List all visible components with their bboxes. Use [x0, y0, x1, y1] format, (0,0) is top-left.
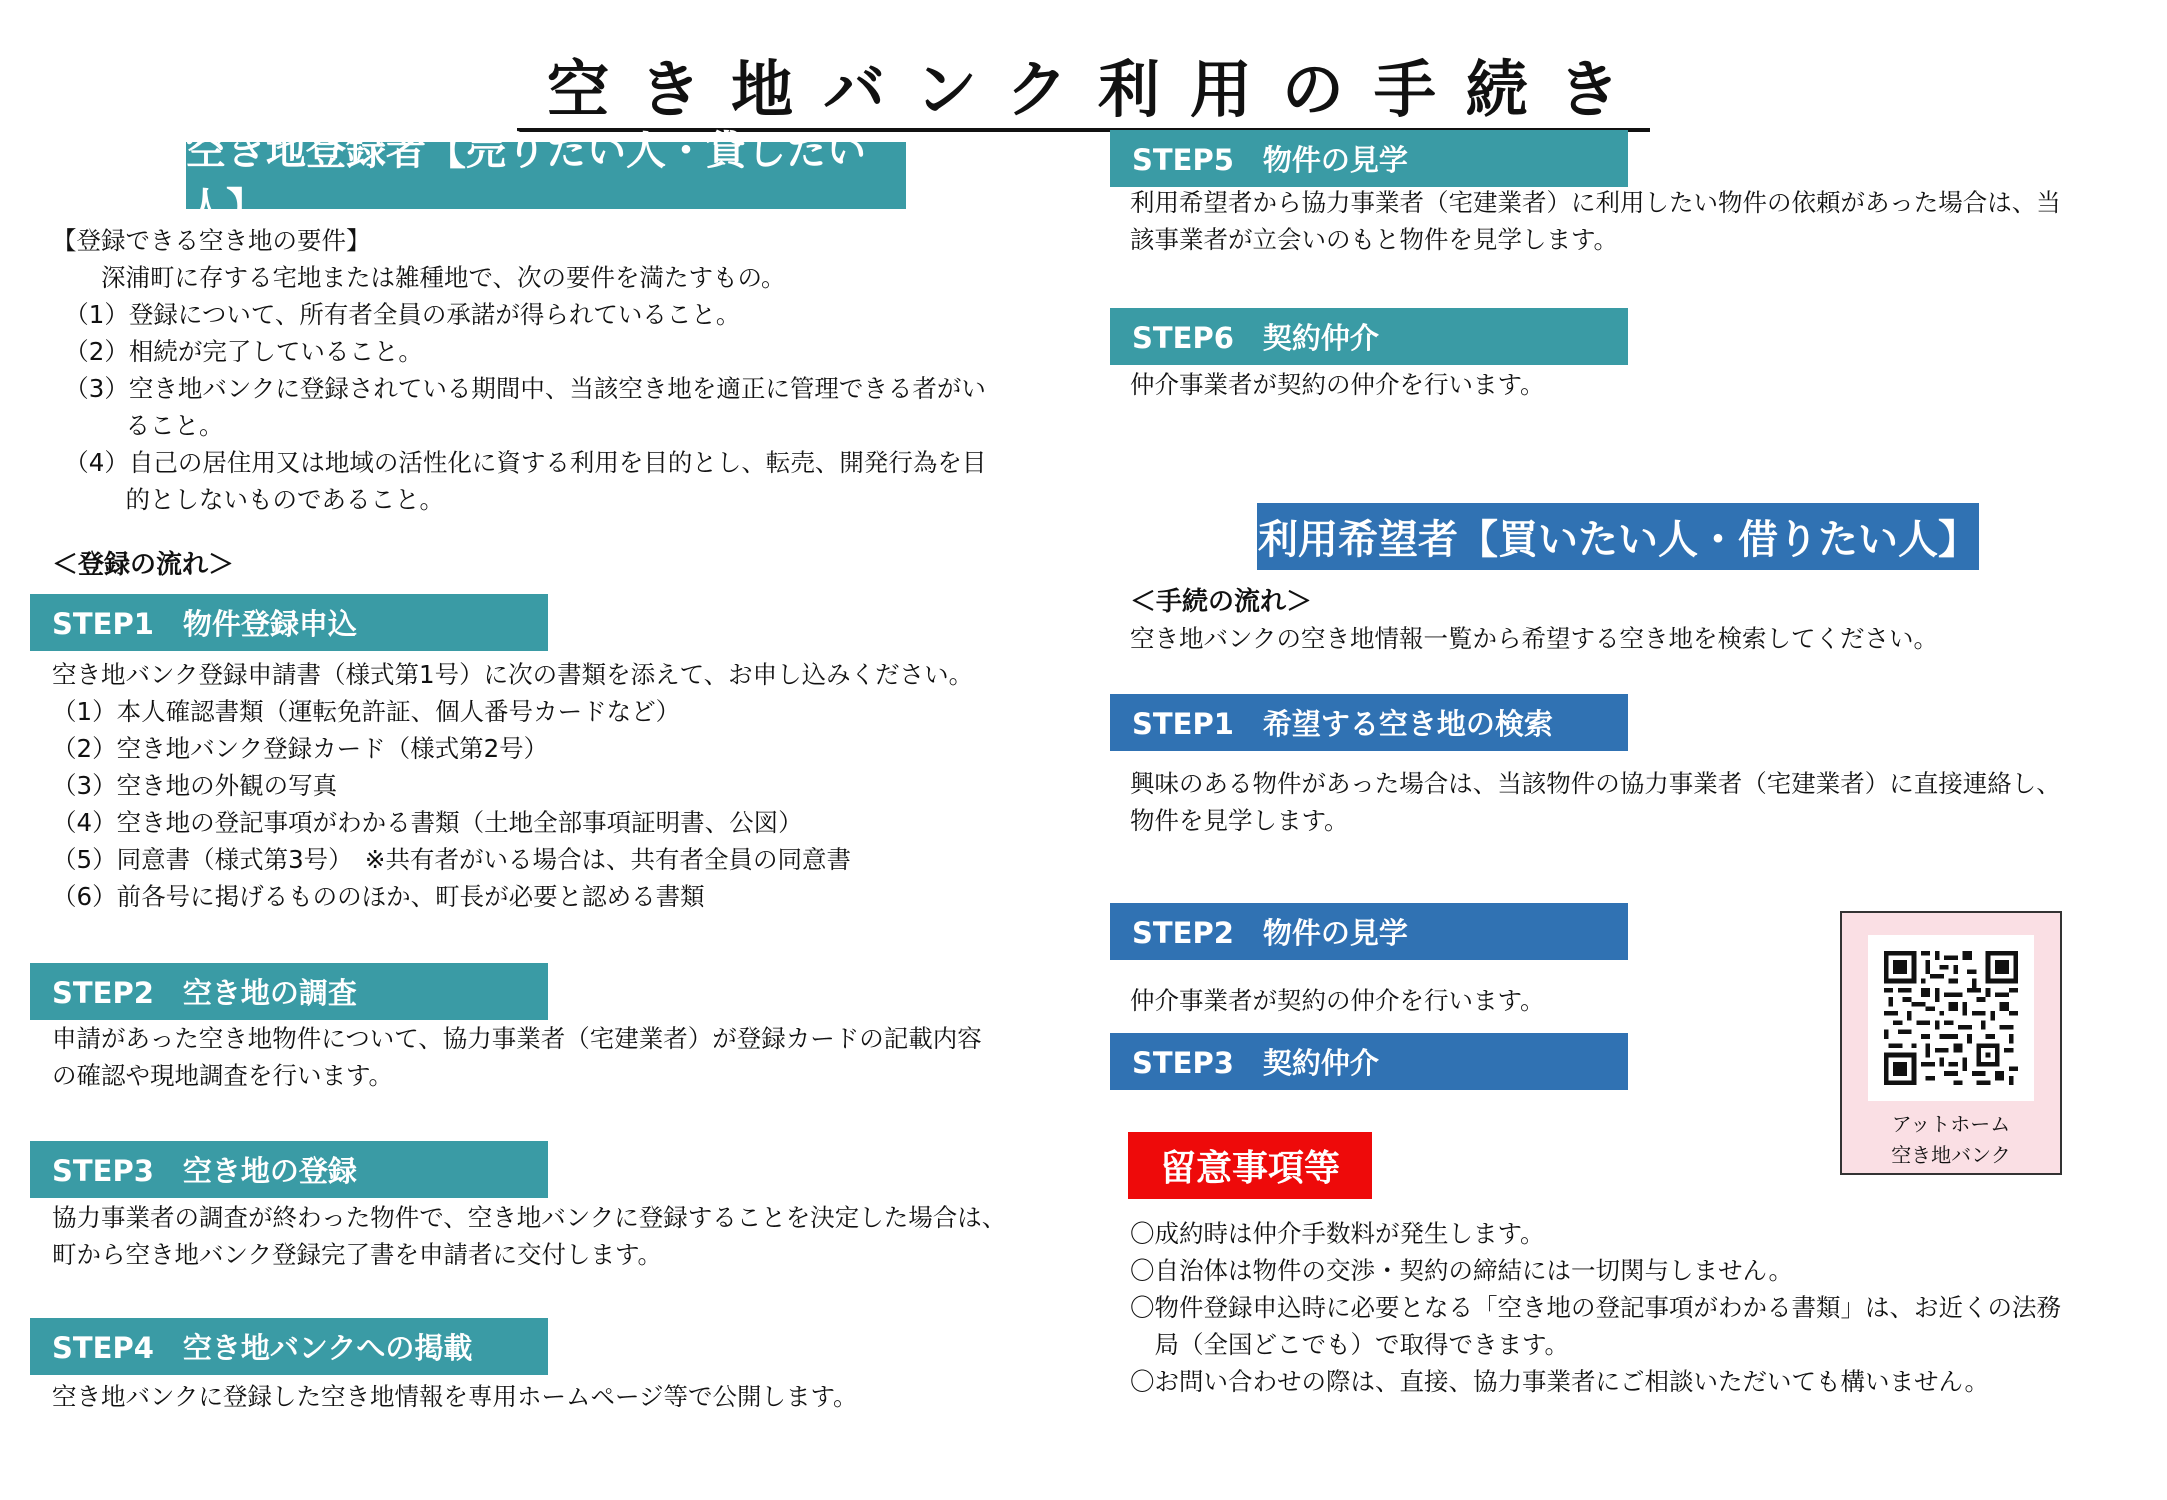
left-step1-bar: STEP1 物件登録申込: [30, 594, 548, 651]
right-step1-text: [1130, 765, 2061, 839]
procedure-flow-label: ＜手続の流れ＞: [1130, 587, 1313, 617]
requirements-block: [52, 222, 986, 518]
registration-flow-label: ＜登録の流れ＞: [52, 550, 235, 580]
step-line: （6）前各号に掲げるもののほか、町長が必要と認める書類: [52, 882, 705, 911]
step-line: 利用希望者から協力事業者（宅建業者）に利用したい物件の依頼があった場合は、当: [1130, 188, 2061, 217]
right-step1-bar: STEP1 希望する空き地の検索: [1110, 694, 1628, 751]
left-step2-bar: STEP2 空き地の調査: [30, 963, 548, 1020]
left-step1-text: [52, 656, 973, 915]
requirements-line: （1）登録について、所有者全員の承諾が得られていること。: [52, 300, 741, 329]
step-line: 申請があった空き地物件について、協力事業者（宅建業者）が登録カードの記載内容: [52, 1024, 982, 1053]
step-line: （2）空き地バンク登録カード（様式第2号）: [52, 734, 549, 763]
requirements-line: 深浦町に存する宅地または雑種地で、次の要件を満たすもの。: [52, 263, 786, 292]
step-line: 町から空き地バンク登録完了書を申請者に交付します。: [52, 1240, 663, 1269]
note-item: 〇自治体は物件の交渉・契約の締結には一切関与しません。: [1130, 1256, 1793, 1285]
step-line: 空き地バンク登録申請書（様式第1号）に次の書類を添えて、お申し込みください。: [52, 660, 974, 689]
right-step6-text: [1130, 366, 1545, 403]
step-line: （1）本人確認書類（運転免許証、個人番号カードなど）: [52, 697, 681, 726]
note-item: 〇成約時は仲介手数料が発生します。: [1130, 1219, 1545, 1248]
qr-code-icon: [1884, 951, 2018, 1085]
left-step3-bar: STEP3 空き地の登録: [30, 1141, 548, 1198]
note-item: 局（全国どこでも）で取得できます。: [1130, 1330, 1570, 1359]
page-title: 空き地バンク利用の手続き: [0, 40, 2167, 129]
step-line: 仲介事業者が契約の仲介を行います。: [1130, 986, 1545, 1015]
step-line: （4）空き地の登記事項がわかる書類（土地全部事項証明書、公図）: [52, 808, 803, 837]
right-step5-text: [1130, 184, 2061, 258]
notes-list: [1130, 1215, 2061, 1400]
right-step5-bar: STEP5 物件の見学: [1110, 130, 1628, 187]
right-step2-text: [1130, 982, 1545, 1019]
right-step3-bar: STEP3 契約仲介: [1110, 1033, 1628, 1090]
qr-caption: [1842, 1109, 2060, 1171]
step-line: 仲介事業者が契約の仲介を行います。: [1130, 370, 1545, 399]
left-step4-text: [52, 1378, 858, 1415]
seller-section-header: 空き地登録者【売りたい人・貸したい人】: [186, 142, 906, 209]
qr-code-image[interactable]: [1868, 935, 2034, 1101]
left-step2-text: [52, 1020, 982, 1094]
step-line: 該事業者が立会いのもと物件を見学します。: [1130, 225, 1619, 254]
requirements-line: （4）自己の居住用又は地域の活性化に資する利用を目的とし、転売、開発行為を目: [52, 448, 987, 477]
step-line: （3）空き地の外観の写真: [52, 771, 338, 800]
requirements-line: （2）相続が完了していること。: [52, 337, 423, 366]
requirements-line: （3）空き地バンクに登録されている期間中、当該空き地を適正に管理できる者がい: [52, 374, 986, 403]
step-line: 興味のある物件があった場合は、当該物件の協力事業者（宅建業者）に直接連絡し、: [1130, 769, 2061, 798]
step-line: 物件を見学します。: [1130, 806, 1349, 835]
note-item: 〇お問い合わせの際は、直接、協力事業者にご相談いただいても構いません。: [1130, 1367, 1989, 1396]
procedure-flow-text: 空き地バンクの空き地情報一覧から希望する空き地を検索してください。: [1130, 624, 1939, 653]
right-step6-bar: STEP6 契約仲介: [1110, 308, 1628, 365]
qr-caption-line: アットホーム: [1891, 1112, 2011, 1136]
requirements-line: 的としないものであること。: [52, 485, 444, 514]
requirements-line: ること。: [52, 411, 224, 440]
buyer-section-header: 利用希望者【買いたい人・借りたい人】: [1257, 503, 1979, 570]
step-line: 協力事業者の調査が終わった物件で、空き地バンクに登録することを決定した場合は、: [52, 1203, 1007, 1232]
step-line: の確認や現地調査を行います。: [52, 1061, 394, 1090]
requirements-line: 【登録できる空き地の要件】: [52, 226, 371, 255]
qr-caption-line: 空き地バンク: [1891, 1143, 2011, 1167]
left-step3-text: [52, 1199, 1006, 1273]
note-item: 〇物件登録申込時に必要となる「空き地の登記事項がわかる書類」は、お近くの法務: [1130, 1293, 2061, 1322]
notes-header: 留意事項等: [1128, 1132, 1372, 1199]
qr-code-panel[interactable]: [1840, 911, 2062, 1175]
right-step2-bar: STEP2 物件の見学: [1110, 903, 1628, 960]
left-step4-bar: STEP4 空き地バンクへの掲載: [30, 1318, 548, 1375]
step-line: （5）同意書（様式第3号） ※共有者がいる場合は、共有者全員の同意書: [52, 845, 851, 874]
step-line: 空き地バンクに登録した空き地情報を専用ホームページ等で公開します。: [52, 1382, 858, 1411]
